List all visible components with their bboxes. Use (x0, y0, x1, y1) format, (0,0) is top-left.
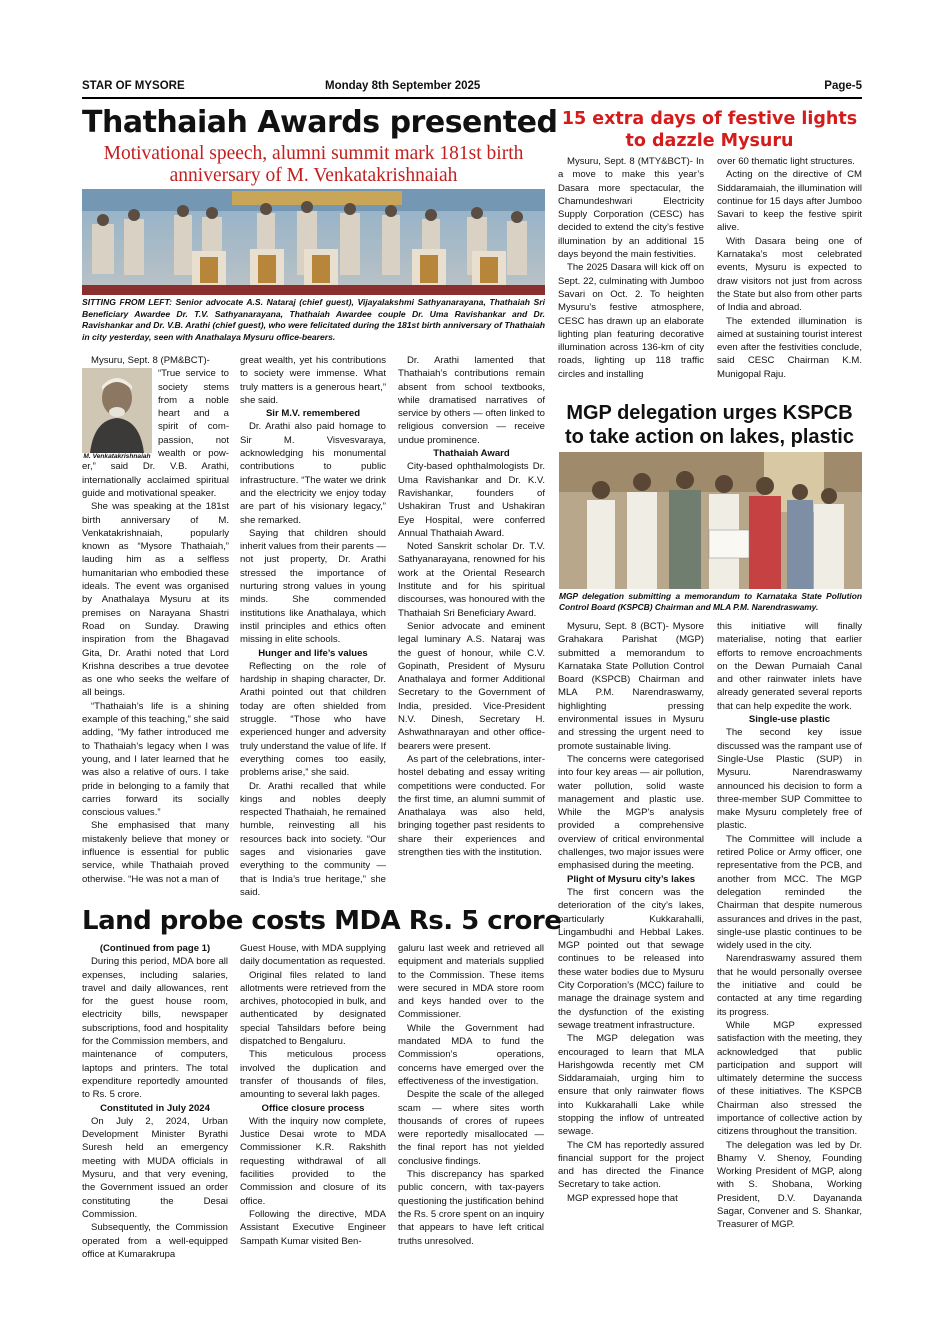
paragraph: Noted Sanskrit scholar Dr. T.V. Sathyanarayana, renowned for his work at the Oriental Research Institute and for his spiritual discourses, was honoured with the Thathaiah Sri Beneficiary Award. (398, 541, 545, 619)
paragraph: She was speaking at the 181st birth anniversary of M. Venkatakrishnaiah, popularly known as “Mysore Thathaiah,” lauding him as a selfless humanitarian who embodied these ideals. The event was organised by Anathalaya Mysuru at its premises on Narayana Shastri Road on Sunday. Drawing inspiration from the Bhagavad Gita, Dr. Arathi noted that Lord Krishna describes a true devotee as one who seeks the welfare of all beings. (82, 501, 229, 699)
paragraph: Subsequently, the Commission operated from a well-equipped office at Kumarakrupa (82, 1222, 228, 1260)
paragraph: Guest House, with MDA supplying daily documentation as requested. (240, 943, 386, 968)
paragraph: great wealth, yet his contributions to society were immense. What truly matters is a generous heart,” she said. (240, 355, 386, 406)
thathaiah-group-photo (82, 189, 545, 295)
lead-line: spirit of com- (158, 421, 229, 433)
paragraph: er,” said Dr. V.B. Arathi, internationally acclaimed spiritual guide and motivational speaker. (82, 461, 229, 499)
paragraph: Dr. Arathi recalled that while kings and nobles deeply respected Thathaiah, he remained humble, reinvesting all his resources back into society. “Our sages and visionaries gave everything to the community — that is India’s true heritage,” she said. (240, 780, 386, 898)
thathaiah-column-2 (240, 354, 386, 899)
thathaiah-photo-caption (82, 297, 545, 343)
masthead-rule (82, 97, 862, 99)
paragraph: Narendraswamy assured them that he would personally oversee the initiative and could be contacted at any time regarding its progress. (717, 953, 862, 1018)
paragraph: Following the directive, MDA Assistant Executive Engineer Sampath Kumar visited Ben- (240, 1208, 386, 1247)
lead-line: from a noble (158, 394, 229, 406)
paragraph: Acting on the directive of CM Siddaramaiah, the illumination will continue for 15 days after Jumboo Savari to keep the festive spirit alive. (717, 169, 862, 234)
lead-line: society stems (158, 381, 229, 393)
caption-tail: Anathalaya Mysuru office-bearers. (195, 331, 336, 342)
mgp-delegation-photo (559, 452, 862, 589)
thathaiah-subheadline: Motivational speech, alumni summit mark 181st birth anniversary of M. Venkatakrishnaiah (103, 143, 524, 186)
caption-bold: SITTING FROM LEFT: Senior advocate A.S. Nataraj (chief guest), Vijayalakshmi Sathyanarayana, Thathaiah Sri Beneficiary Awardee Dr. T.V. Sathyanarayana, Thathaiah Awardee couple Dr. Uma Ravishankar and Dr. Ravishankar and Dr. V.B. Arathi (chief guest), who were felicitated during the 181st birth anniversary of Thathaiah in city yesterday, seen with (82, 297, 545, 342)
paragraph: galuru last week and retrieved all equipment and materials supplied to the Commission. These items were secured in MDA store room and keys handed over to the Commissioner. (398, 943, 544, 1021)
thathaiah-headline: Thathaiah Awards presented (82, 105, 558, 140)
mda-headline: Land probe costs MDA Rs. 5 crore (82, 906, 562, 936)
masthead (82, 80, 862, 96)
lights-headline: 15 extra days of festive lights to dazzle Mysuru (561, 109, 858, 151)
paragraph: This meticulous process involved the duplication and transfer of thousands of files, amounting to several lakh pages. (240, 1049, 386, 1101)
paragraph: this initiative will finally materialise, noting that earlier efforts to remove encroachments on the Dewan Purnaiah Canal and other rainwater inlets have already generated several reports that can help expedite the work. (717, 621, 862, 712)
paragraph: Mysuru, Sept. 8 (MTY&BCT)- In a move to make this year’s Dasara more spectacular, the Chamundeshwari Electricity Supply Corporation (CESC) has decided to extend the city’s festive illumination by an additional 15 days beyond the main festivities. (558, 156, 704, 261)
paragraph: The MGP delegation was encouraged to learn that MLA Harishgowda recently met CM Siddaramaiah, urging him to ensure that only rainwater flows into Kukkarahalli Lake while stopping the inflow of untreated sewage. (558, 1033, 704, 1138)
mda-column-1 (82, 942, 228, 1261)
paragraph: The Committee will include a retired Police or Army officer, one representative from the PCB, and another from MCC. The MGP delegation reminded the Chairman that despite numerous assurances and drives in the past, single-use plastic continues to be widely used in the city. (717, 833, 862, 952)
thathaiah-column-1 (82, 354, 229, 886)
paragraph: Original files related to land allotments were retrieved from the archives, photocopied in bulk, and authenticated by designated special Tahsildars before being dispatched to Bengaluru. (240, 969, 386, 1048)
paragraph: MGP expressed hope that (567, 1192, 678, 1204)
paragraph: Reflecting on the role of hardship in shaping character, Dr. Arathi pointed out that children today are often shielded from struggle. “Those who have experienced hunger and adversity truly understand the value of life. If everything comes too easily, problems arise,” she said. (240, 660, 386, 779)
paragraph: The concerns were categorised into four key areas — air pollution, water pollution, solid waste management and plastic use. While the MGP’s analysis provided a comprehensive overview of critical environmental challenges, two major issues were emphasised during the meeting. (558, 753, 704, 872)
paragraph: While the Government had mandated MDA to fund the Commission’s operations, concerns have emerged over the effectiveness of the investigation. (398, 1022, 544, 1087)
mgp-column-2 (717, 620, 862, 1232)
paragraph: over 60 thematic light structures. (717, 156, 855, 167)
subheading: Plight of Mysuru city’s lakes (566, 873, 696, 885)
paragraph: With the inquiry now complete, Justice Desai wrote to MDA Commissioner K.R. Rakshith requesting withdrawal of all facilities provided to the Commission and closure of its office. (240, 1115, 386, 1207)
mda-column-2 (240, 942, 386, 1248)
paragraph: Saying that children should inherit values from their parents — not just property, Dr. Arathi stressed the importance of nurturing strong values in young minds. She commended institutions like Anathalaya, which instil principles and ethics often missing in elite schools. (240, 527, 386, 646)
mgp-column-1 (558, 620, 704, 1205)
page-number: Page-5 (824, 80, 862, 92)
lead-line: heart and a (158, 408, 229, 420)
subheading: Thathaiah Award (433, 448, 510, 460)
lead-line: wealth or pow- (158, 448, 229, 460)
paragraph: While MGP expressed satisfaction with the meeting, they acknowledged that public participation and support will ultimately determine the success of these initiatives. The KSPCB Chairman also stressed the importance of collective action by citizens throughout the transition. (717, 1019, 862, 1138)
paragraph: This discrepancy has sparked public concern, with tax-payers questioning the justification behind the Rs. 5 crore spent on an inquiry that appears to have left critical truths unresolved. (398, 1169, 544, 1247)
paragraph: During this period, MDA bore all expenses, including salaries, travel and daily allowances, rent for the guest house room, electricity bills, newspaper subscriptions, food and hospitality for the Commission members, and maintenance of computers, laptops and printers. The total expenditure reportedly amounted to Rs. 5 crore. (82, 956, 228, 1101)
subheading: Single-use plastic (748, 714, 831, 726)
paragraph: Dr. Arathi also paid homage to Sir M. Visvesvaraya, acknowledging his monumental contributions to public infrastructure. “The water we drink and the electricity we enjoy today are part of his visionary legacy,” she remarked. (240, 421, 386, 526)
subheading: Office closure process (261, 1102, 365, 1114)
paragraph: The delegation was led by Dr. Bhamy V. Shenoy, Founding Working President of MGP, along with S. Shobana, Working President, D.V. Dayananda Sagar, Convener and S. Shankar, Treasurer of MGP. (717, 1139, 862, 1231)
subheading: Sir M.V. remembered (265, 408, 361, 420)
thathaiah-lead (82, 354, 229, 460)
subheading: Constituted in July 2024 (100, 1102, 210, 1114)
paragraph: The first concern was the deterioration of the city’s lakes, particularly Kukkarahalli, Lingambudhi and Hebbal Lakes. MGP pointed out that sewage continues to be released into these water bodies due to Mysuru City Corporation’s (MCC) failure to manage the drainage system and the dysfunction of the existing sewage treatment infrastructure. (558, 886, 704, 1031)
portrait-caption: M. Venkatakrishnaiah (83, 453, 151, 460)
mgp-headline: MGP delegation urges KSPCB to take action on lakes, plastic (565, 402, 854, 448)
paragraph: She emphasised that many mistakenly believe that money or influence is essential for public service, while Thathaiah proved otherwise. “He was not a man of (82, 820, 229, 885)
issue-date: Monday 8th September 2025 (325, 80, 481, 92)
mgp-photo-caption: MGP delegation submitting a memorandum to Karnataka State Pollution Control Board (KSPCB) Chairman and MLA P.M. Narendraswamy. (559, 591, 862, 613)
paragraph: The extended illumination is aimed at sustaining tourist interest even after the festivities conclude, said CESC Chairman K.M. Munigopal Raju. (717, 315, 862, 380)
lights-column-1 (558, 155, 704, 381)
paragraph: On July 2, 2024, Urban Development Minister Byrathi Suresh held an emergency meeting with MUDA officials in Mysuru, and that very evening, the Government issued an order constituting the Desai Commission. (82, 1115, 228, 1220)
paragraph: The 2025 Dasara will kick off on Sept. 22, culminating with Jumboo Savari on Oct. 2. To heighten Mysuru’s festive atmosphere, CESC has drawn up an elaborate lighting plan featuring decorative illumination across 136-km of city roads, lighting up 118 traffic circles and installing (558, 262, 704, 380)
paragraph: With Dasara being one of Karnataka’s most celebrated events, Mysuru is expected to draw visitors not just from across the State but also from other parts of India and abroad. (717, 235, 862, 314)
lead-line: “True service to (158, 368, 229, 380)
lights-column-2 (717, 155, 862, 381)
paragraph: Despite the scale of the alleged scam — where sites worth thousands of crores of rupees were reportedly misallocated — the final report has not yielded conclusive findings. (398, 1089, 544, 1167)
thathaiah-column-3 (398, 354, 545, 859)
paper-name: STAR OF MYSORE (82, 80, 185, 92)
paragraph: Senior advocate and eminent legal luminary A.S. Nataraj was the guest of honour, while C.V. Gopinath, President of Mysuru Anathalaya and former Additional Secretary to the Government of India, presided. Vice-President N.V. Dinesh, Secretary H. Ashwathnarayan and other office-bearers were present. (398, 620, 545, 752)
paragraph: The CM has reportedly assured financial support for the project and has directed the Finance Secretary to take action. (558, 1139, 704, 1191)
lead-line: passion, not (158, 434, 229, 446)
lead-line: Mysuru, Sept. 8 (PM&BCT)- (91, 355, 210, 366)
paragraph: As part of the celebrations, inter-hostel debating and essay writing competitions were conducted. For the first time, an alumni summit of Anathalaya was also held, bringing together past residents to share their experiences and strengthen ties with the institution. (398, 753, 545, 858)
paragraph: Dr. Arathi lamented that Thathaiah’s contributions remain absent from school textbooks, while dramatised narratives of service by others — often linked to religious conversion — receive undue prominence. (398, 355, 545, 446)
subheading: Hunger and life’s values (258, 647, 368, 659)
paragraph: “Thathaiah’s life is a shining example of this teaching,” she said adding, “My father introduced me to Thathaiah’s legacy when I was young, and I later learned that he was also a relative of ours. I take pride in belonging to a family that carries forward its socially conscious values.” (82, 700, 229, 819)
thathaiah-col1-body (82, 460, 229, 886)
paragraph: City-based ophthalmologists Dr. Uma Ravishankar and Dr. K.V. Ravishankar, founders of Ushakiran Trust and Ushakiran Eye Hospital, were conferred Annual Thathaiah Award. (398, 461, 545, 539)
subheading: (Continued from page 1) (99, 943, 211, 954)
paragraph: The second key issue discussed was the rampant use of Single-Use Plastic (SUP) in Mysuru. Narendraswamy announced his decision to form a three-member SUP Committee to make Mysuru completely free of plastic. (717, 727, 862, 832)
paragraph: Mysuru, Sept. 8 (BCT)- Mysore Grahakara Parishat (MGP) submitted a memorandum to Karnataka State Pollution Control Board (KSPCB) Chairman and MLA P.M. Narendraswamy, highlighting pressing environmental issues in Mysuru and stressing the urgent need to promote sustainable living. (558, 621, 704, 752)
mda-column-3 (398, 942, 544, 1248)
